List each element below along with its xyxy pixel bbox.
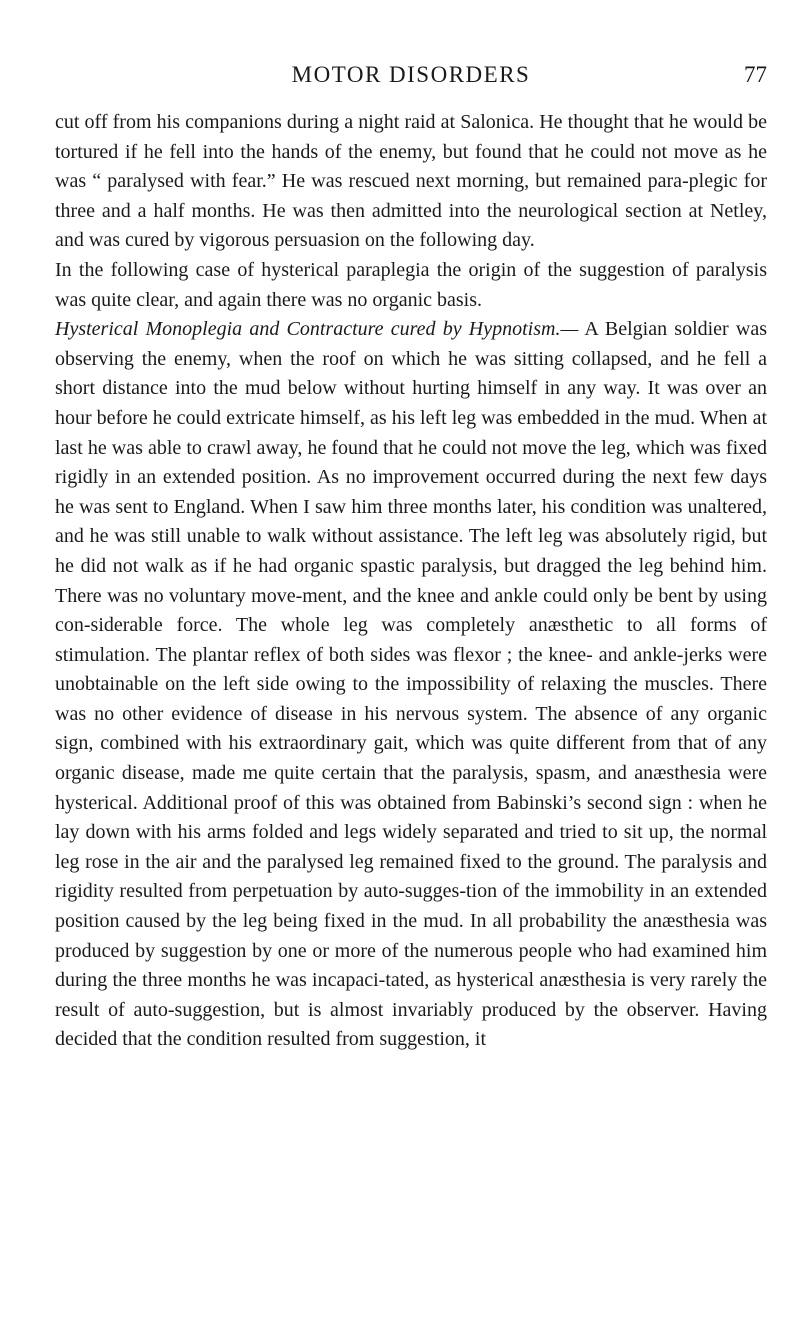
running-title: MOTOR DISORDERS [291,62,531,87]
page-number: 77 [744,62,767,87]
paragraph-continued: cut off from his companions during a night raid at Salonica. He thought that he would be tortured if he fell into the hands of the enemy, but found that he could not move as he was “ paralysed with fear.” He was rescued next morning, but remained para-plegic for three and a half months. He was then admitted into the neurological section at Netley, and was cured by vigorous persuasion on the following day. [55,111,767,252]
page-header [55,62,767,108]
case-paragraph [55,315,767,1055]
book-page [55,0,767,1055]
case-heading: Hysterical Monoplegia and Contracture cured by Hypnotism.— [55,318,579,341]
body-text [55,108,767,1055]
case-text: A Belgian soldier was observing the enemy, when the roof on which he was sitting collapsed, and he fell a short distance into the mud below without hurting himself in any way. It was over an hour before he could extricate himself, as his left leg was embedded in the mud. When at last he was able to crawl away, he found that he could not move the leg, which was fixed rigidly in an extended position. As no improvement occurred during the next few days he was sent to England. When I saw him three months later, his condition was unaltered, and he was still unable to walk without assistance. The left leg was absolutely rigid, but he did not walk as if he had organic spastic paralysis, but dragged the leg behind him. There was no voluntary move-ment, and the knee and ankle could only be bent by using con-siderable force. The whole leg was completely anæsthetic to all forms of stimulation. The plantar reflex of both sides was flexor ; the knee- and ankle-jerks were unobtainable on the left side owing to the impossibility of relaxing the muscles. There was no other evidence of disease in his nervous system. The absence of any organic sign, combined with his extraordinary gait, which was quite different from that of any organic disease, made me quite certain that the paralysis, spasm, and anæsthesia were hysterical. Additional proof of this was obtained from Babinski’s second sign : when he lay down with his arms folded and legs widely separated and tried to sit up, the normal leg rose in the air and the paralysed leg remained fixed to the ground. The paralysis and rigidity resulted from perpetuation by auto-sugges-tion of the immobility in an extended position caused by the leg being fixed in the mud. In all probability the anæsthesia was produced by suggestion by one or more of the numerous people who had examined him during the three months he was incapaci-tated, as hysterical anæsthesia is very rarely the result of auto-suggestion, but is almost invariably produced by the observer. Having decided that the condition resulted from suggestion, it [55,318,768,1051]
paragraph-intro: In the following case of hysterical paraplegia the origin of the suggestion of paralysis was quite clear, and again there was no organic basis. [55,258,767,311]
